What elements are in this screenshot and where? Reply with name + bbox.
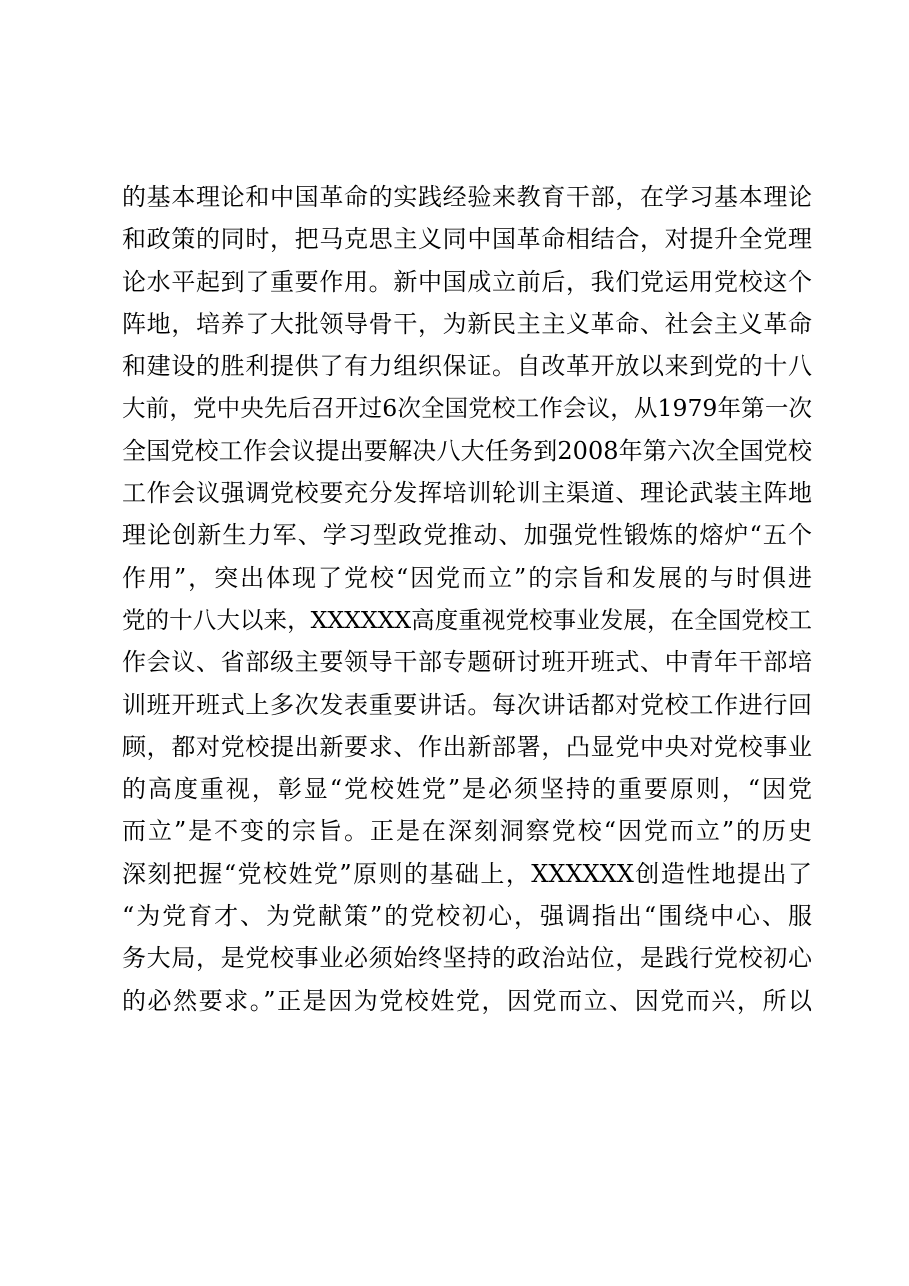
text-line: 全国党校工作会议提出要解决八大任务到2008年第六次全国党校: [122, 436, 812, 465]
text-line: 训班开班式上多次发表重要讲话。每次讲话都对党校工作进行回: [122, 690, 812, 719]
text-line: 务大局，是党校事业必须始终坚持的政治站位，是践行党校初心: [122, 944, 812, 973]
text-line: 工作会议强调党校要充分发挥培训轮训主渠道、理论武装主阵地: [122, 479, 812, 508]
body-text: [122, 176, 812, 1022]
text-line: 党的十八大以来，XXXXXX高度重视党校事业发展，在全国党校工: [122, 605, 812, 634]
text-line: 和建设的胜利提供了有力组织保证。自改革开放以来到党的十八: [122, 352, 812, 381]
text-line: 论水平起到了重要作用。新中国成立前后，我们党运用党校这个: [122, 267, 812, 296]
text-line: 作用”，突出体现了党校“因党而立”的宗旨和发展的与时俱进: [122, 563, 812, 592]
text-line: 的必然要求。”正是因为党校姓党，因党而立、因党而兴，所以: [122, 986, 812, 1015]
text-line: 理论创新生力军、学习型政党推动、加强党性锻炼的熔炉“五个: [122, 521, 812, 550]
text-line: 和政策的同时，把马克思主义同中国革命相结合，对提升全党理: [122, 225, 812, 254]
text-line: 顾，都对党校提出新要求、作出新部署，凸显党中央对党校事业: [122, 732, 812, 761]
text-line: 的高度重视，彰显“党校姓党”是必须坚持的重要原则，“因党: [122, 775, 812, 804]
text-line: 深刻把握“党校姓党”原则的基础上，XXXXXX创造性地提出了: [122, 859, 812, 888]
text-line: “为党育才、为党献策”的党校初心，强调指出“围绕中心、服: [122, 902, 812, 931]
text-line: 阵地，培养了大批领导骨干，为新民主主义革命、社会主义革命: [122, 309, 812, 338]
text-line: 的基本理论和中国革命的实践经验来教育干部，在学习基本理论: [122, 183, 812, 211]
text-line: 大前，党中央先后召开过6次全国党校工作会议，从1979年第一次: [122, 394, 812, 423]
text-line: 而立”是不变的宗旨。正是在深刻洞察党校“因党而立”的历史: [122, 817, 812, 846]
text-line: 作会议、省部级主要领导干部专题研讨班开班式、中青年干部培: [122, 648, 812, 677]
